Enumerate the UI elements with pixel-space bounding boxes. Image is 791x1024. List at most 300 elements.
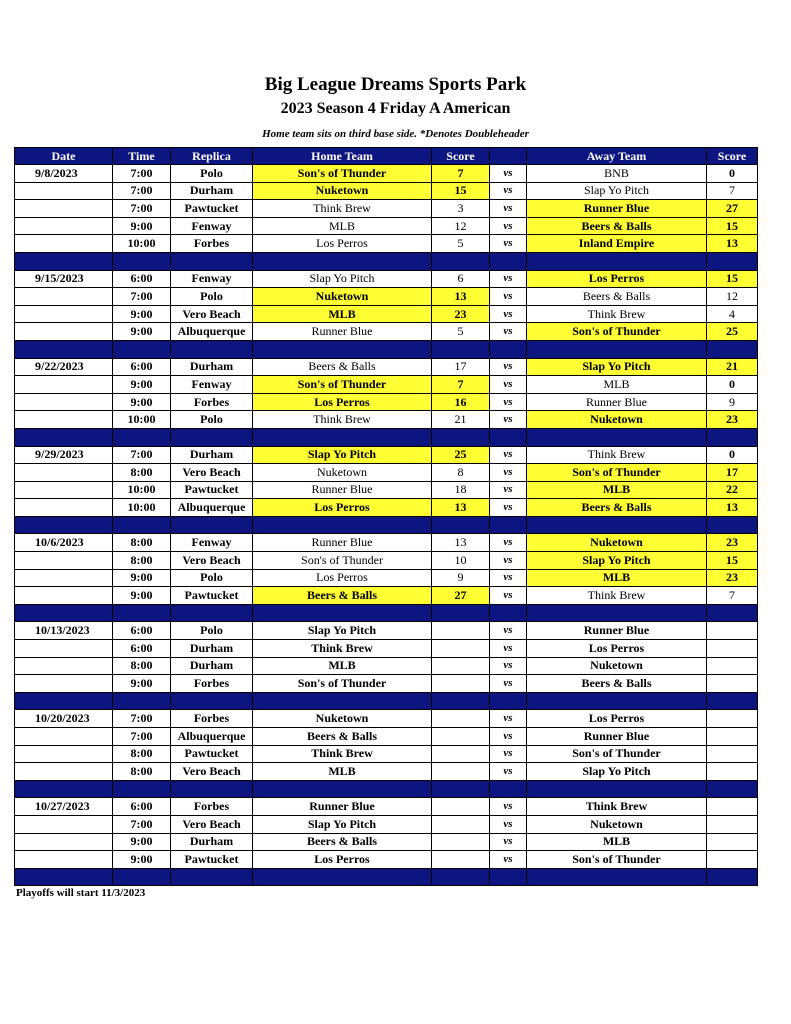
game-date	[15, 657, 113, 675]
game-field: Forbes	[171, 393, 253, 411]
separator-cell	[113, 340, 171, 358]
game-field: Forbes	[171, 798, 253, 816]
separator-cell	[253, 516, 432, 534]
separator-cell	[15, 780, 113, 798]
separator-cell	[171, 604, 253, 622]
game-field: Polo	[171, 569, 253, 587]
away-team: Son's of Thunder	[527, 323, 707, 341]
table-row	[15, 499, 758, 517]
away-team: Nuketown	[527, 411, 707, 429]
vs-label: vs	[490, 358, 527, 376]
vs-label: vs	[490, 446, 527, 464]
away-score: 15	[707, 270, 758, 288]
home-score	[432, 851, 490, 869]
vs-label: vs	[490, 745, 527, 763]
away-score: 15	[707, 217, 758, 235]
away-team: Runner Blue	[527, 393, 707, 411]
separator-cell	[171, 692, 253, 710]
game-field: Durham	[171, 833, 253, 851]
away-team: Think Brew	[527, 798, 707, 816]
home-score	[432, 815, 490, 833]
home-score	[432, 710, 490, 728]
away-score	[707, 763, 758, 781]
home-score: 5	[432, 323, 490, 341]
table-row	[15, 798, 758, 816]
separator-cell	[113, 252, 171, 270]
separator-cell	[490, 604, 527, 622]
home-team: MLB	[253, 657, 432, 675]
separator-cell	[113, 868, 171, 886]
home-score	[432, 622, 490, 640]
separator-cell	[113, 780, 171, 798]
game-date	[15, 675, 113, 693]
game-field: Pawtucket	[171, 851, 253, 869]
away-team: Son's of Thunder	[527, 745, 707, 763]
game-field: Fenway	[171, 376, 253, 394]
separator-cell	[253, 780, 432, 798]
game-time: 10:00	[113, 235, 171, 253]
away-team: Slap Yo Pitch	[527, 763, 707, 781]
game-date: 10/20/2023	[15, 710, 113, 728]
away-team: Nuketown	[527, 815, 707, 833]
game-field: Polo	[171, 165, 253, 183]
home-score: 13	[432, 288, 490, 306]
away-team: Beers & Balls	[527, 499, 707, 517]
game-field: Pawtucket	[171, 587, 253, 605]
away-score	[707, 675, 758, 693]
table-row	[15, 534, 758, 552]
separator-cell	[707, 516, 758, 534]
home-team: Los Perros	[253, 235, 432, 253]
away-score	[707, 833, 758, 851]
game-field: Durham	[171, 640, 253, 658]
separator-cell	[707, 252, 758, 270]
game-date	[15, 499, 113, 517]
home-team: Beers & Balls	[253, 358, 432, 376]
away-team: Son's of Thunder	[527, 464, 707, 482]
separator-cell	[113, 428, 171, 446]
col-header-replica: Replica	[171, 148, 253, 165]
home-score: 23	[432, 305, 490, 323]
table-row	[15, 481, 758, 499]
away-team: Son's of Thunder	[527, 851, 707, 869]
away-team: Slap Yo Pitch	[527, 552, 707, 570]
vs-label: vs	[490, 165, 527, 183]
table-row	[15, 200, 758, 218]
table-row	[15, 851, 758, 869]
game-field: Durham	[171, 657, 253, 675]
table-row	[15, 393, 758, 411]
game-field: Forbes	[171, 675, 253, 693]
game-time: 6:00	[113, 622, 171, 640]
table-row	[15, 587, 758, 605]
separator-cell	[171, 780, 253, 798]
separator-cell	[527, 604, 707, 622]
week-separator	[15, 340, 758, 358]
game-time: 7:00	[113, 446, 171, 464]
home-score: 27	[432, 587, 490, 605]
week-separator	[15, 780, 758, 798]
home-team: Son's of Thunder	[253, 376, 432, 394]
game-time: 9:00	[113, 323, 171, 341]
home-team: Nuketown	[253, 710, 432, 728]
separator-cell	[432, 692, 490, 710]
table-row	[15, 446, 758, 464]
separator-cell	[527, 868, 707, 886]
home-team: Runner Blue	[253, 481, 432, 499]
away-team: MLB	[527, 376, 707, 394]
away-team: Los Perros	[527, 270, 707, 288]
game-time: 8:00	[113, 745, 171, 763]
game-date	[15, 323, 113, 341]
home-score: 9	[432, 569, 490, 587]
away-score: 0	[707, 165, 758, 183]
separator-cell	[490, 516, 527, 534]
table-row	[15, 569, 758, 587]
vs-label: vs	[490, 569, 527, 587]
game-date: 9/22/2023	[15, 358, 113, 376]
away-score: 12	[707, 288, 758, 306]
away-score	[707, 745, 758, 763]
vs-label: vs	[490, 763, 527, 781]
home-score	[432, 798, 490, 816]
table-row	[15, 411, 758, 429]
home-score	[432, 763, 490, 781]
game-time: 9:00	[113, 376, 171, 394]
game-field: Durham	[171, 446, 253, 464]
game-date	[15, 851, 113, 869]
home-team: Nuketown	[253, 182, 432, 200]
game-date: 9/8/2023	[15, 165, 113, 183]
home-score: 18	[432, 481, 490, 499]
game-time: 6:00	[113, 358, 171, 376]
vs-label: vs	[490, 270, 527, 288]
home-score: 7	[432, 165, 490, 183]
game-field: Vero Beach	[171, 815, 253, 833]
home-score: 6	[432, 270, 490, 288]
vs-label: vs	[490, 182, 527, 200]
game-date	[15, 728, 113, 746]
vs-label: vs	[490, 622, 527, 640]
home-score	[432, 675, 490, 693]
away-team: Think Brew	[527, 587, 707, 605]
game-time: 7:00	[113, 165, 171, 183]
home-team: Runner Blue	[253, 534, 432, 552]
game-field: Pawtucket	[171, 481, 253, 499]
game-time: 9:00	[113, 675, 171, 693]
home-team: Los Perros	[253, 499, 432, 517]
separator-cell	[707, 780, 758, 798]
game-date: 10/6/2023	[15, 534, 113, 552]
week-separator	[15, 692, 758, 710]
week-separator	[15, 516, 758, 534]
game-date	[15, 569, 113, 587]
away-score: 4	[707, 305, 758, 323]
separator-cell	[113, 604, 171, 622]
game-field: Fenway	[171, 270, 253, 288]
vs-label: vs	[490, 235, 527, 253]
game-field: Fenway	[171, 534, 253, 552]
game-date	[15, 235, 113, 253]
separator-cell	[15, 428, 113, 446]
game-field: Vero Beach	[171, 305, 253, 323]
page-subtitle: 2023 Season 4 Friday A American	[280, 100, 511, 117]
separator-cell	[490, 780, 527, 798]
game-field: Forbes	[171, 235, 253, 253]
table-row	[15, 182, 758, 200]
table-row	[15, 728, 758, 746]
col-header-away-score: Score	[707, 148, 758, 165]
game-date	[15, 376, 113, 394]
game-date	[15, 763, 113, 781]
game-time: 10:00	[113, 499, 171, 517]
away-team: Runner Blue	[527, 622, 707, 640]
table-row	[15, 640, 758, 658]
home-team: Los Perros	[253, 393, 432, 411]
table-header-row	[15, 148, 758, 165]
separator-cell	[253, 692, 432, 710]
page-note: Home team sits on third base side. *Denotes Doubleheader	[262, 128, 529, 140]
separator-cell	[490, 868, 527, 886]
home-score: 13	[432, 499, 490, 517]
separator-cell	[527, 516, 707, 534]
game-time: 9:00	[113, 217, 171, 235]
game-field: Polo	[171, 411, 253, 429]
vs-label: vs	[490, 200, 527, 218]
table-row	[15, 710, 758, 728]
game-time: 7:00	[113, 728, 171, 746]
game-field: Vero Beach	[171, 763, 253, 781]
vs-label: vs	[490, 288, 527, 306]
separator-cell	[432, 428, 490, 446]
home-score: 16	[432, 393, 490, 411]
separator-cell	[15, 340, 113, 358]
separator-cell	[15, 516, 113, 534]
game-time: 9:00	[113, 587, 171, 605]
table-row	[15, 815, 758, 833]
away-team: Slap Yo Pitch	[527, 358, 707, 376]
home-score: 21	[432, 411, 490, 429]
away-team: Los Perros	[527, 710, 707, 728]
game-time: 10:00	[113, 411, 171, 429]
game-time: 9:00	[113, 305, 171, 323]
away-team: MLB	[527, 569, 707, 587]
vs-label: vs	[490, 411, 527, 429]
home-team: Son's of Thunder	[253, 552, 432, 570]
table-row	[15, 763, 758, 781]
col-header-time: Time	[113, 148, 171, 165]
vs-label: vs	[490, 710, 527, 728]
separator-cell	[707, 692, 758, 710]
away-score: 23	[707, 411, 758, 429]
game-date: 9/15/2023	[15, 270, 113, 288]
home-score: 7	[432, 376, 490, 394]
home-team: Beers & Balls	[253, 833, 432, 851]
game-time: 8:00	[113, 657, 171, 675]
game-date	[15, 305, 113, 323]
away-team: Beers & Balls	[527, 675, 707, 693]
game-field: Pawtucket	[171, 200, 253, 218]
separator-cell	[432, 604, 490, 622]
away-score	[707, 728, 758, 746]
away-score: 27	[707, 200, 758, 218]
separator-cell	[253, 428, 432, 446]
separator-cell	[490, 428, 527, 446]
away-score: 23	[707, 534, 758, 552]
vs-label: vs	[490, 587, 527, 605]
away-team: Nuketown	[527, 657, 707, 675]
separator-cell	[707, 428, 758, 446]
away-team: Los Perros	[527, 640, 707, 658]
separator-cell	[490, 252, 527, 270]
away-score: 17	[707, 464, 758, 482]
away-score	[707, 640, 758, 658]
vs-label: vs	[490, 393, 527, 411]
game-date	[15, 481, 113, 499]
away-team: Think Brew	[527, 446, 707, 464]
home-team: Son's of Thunder	[253, 165, 432, 183]
game-date	[15, 288, 113, 306]
game-date: 10/27/2023	[15, 798, 113, 816]
game-field: Albuquerque	[171, 323, 253, 341]
separator-cell	[15, 604, 113, 622]
col-header-date: Date	[15, 148, 113, 165]
separator-cell	[432, 340, 490, 358]
separator-cell	[527, 340, 707, 358]
away-team: Slap Yo Pitch	[527, 182, 707, 200]
home-team: Think Brew	[253, 745, 432, 763]
separator-cell	[707, 868, 758, 886]
home-score: 17	[432, 358, 490, 376]
game-time: 7:00	[113, 182, 171, 200]
separator-cell	[253, 252, 432, 270]
separator-cell	[15, 252, 113, 270]
table-row	[15, 622, 758, 640]
away-score	[707, 851, 758, 869]
vs-label: vs	[490, 499, 527, 517]
away-score: 0	[707, 446, 758, 464]
schedule-table	[14, 147, 758, 886]
home-score	[432, 640, 490, 658]
table-row	[15, 270, 758, 288]
game-date	[15, 552, 113, 570]
home-score: 12	[432, 217, 490, 235]
away-team: MLB	[527, 833, 707, 851]
separator-cell	[432, 780, 490, 798]
separator-cell	[432, 252, 490, 270]
table-row	[15, 745, 758, 763]
away-score: 9	[707, 393, 758, 411]
game-date	[15, 587, 113, 605]
vs-label: vs	[490, 481, 527, 499]
home-team: Think Brew	[253, 200, 432, 218]
game-time: 7:00	[113, 200, 171, 218]
vs-label: vs	[490, 305, 527, 323]
away-team: Beers & Balls	[527, 217, 707, 235]
table-row	[15, 288, 758, 306]
home-score: 13	[432, 534, 490, 552]
home-score: 25	[432, 446, 490, 464]
separator-cell	[171, 252, 253, 270]
game-time: 9:00	[113, 569, 171, 587]
home-team: Think Brew	[253, 411, 432, 429]
separator-cell	[527, 780, 707, 798]
home-team: Son's of Thunder	[253, 675, 432, 693]
game-time: 7:00	[113, 288, 171, 306]
game-time: 6:00	[113, 640, 171, 658]
away-team: Inland Empire	[527, 235, 707, 253]
home-team: MLB	[253, 763, 432, 781]
game-date: 9/29/2023	[15, 446, 113, 464]
away-team: MLB	[527, 481, 707, 499]
game-field: Polo	[171, 622, 253, 640]
game-date	[15, 464, 113, 482]
game-field: Albuquerque	[171, 499, 253, 517]
table-row	[15, 358, 758, 376]
home-team: Beers & Balls	[253, 587, 432, 605]
week-separator	[15, 428, 758, 446]
away-score: 0	[707, 376, 758, 394]
away-score: 15	[707, 552, 758, 570]
away-team: Nuketown	[527, 534, 707, 552]
home-score: 3	[432, 200, 490, 218]
home-team: Slap Yo Pitch	[253, 815, 432, 833]
game-field: Pawtucket	[171, 745, 253, 763]
home-team: Nuketown	[253, 288, 432, 306]
col-header-home-team: Home Team	[253, 148, 432, 165]
home-team: Slap Yo Pitch	[253, 622, 432, 640]
game-date	[15, 833, 113, 851]
game-time: 6:00	[113, 270, 171, 288]
vs-label: vs	[490, 323, 527, 341]
home-score: 5	[432, 235, 490, 253]
separator-cell	[15, 692, 113, 710]
away-score: 7	[707, 182, 758, 200]
vs-label: vs	[490, 464, 527, 482]
away-score	[707, 657, 758, 675]
game-date	[15, 640, 113, 658]
away-score	[707, 622, 758, 640]
game-date	[15, 200, 113, 218]
away-score: 22	[707, 481, 758, 499]
home-team: Los Perros	[253, 851, 432, 869]
week-separator	[15, 868, 758, 886]
game-date	[15, 393, 113, 411]
separator-cell	[253, 604, 432, 622]
separator-cell	[707, 340, 758, 358]
game-time: 7:00	[113, 710, 171, 728]
game-time: 9:00	[113, 393, 171, 411]
vs-label: vs	[490, 833, 527, 851]
separator-cell	[432, 868, 490, 886]
vs-label: vs	[490, 552, 527, 570]
game-field: Polo	[171, 288, 253, 306]
vs-label: vs	[490, 815, 527, 833]
vs-label: vs	[490, 675, 527, 693]
separator-cell	[707, 604, 758, 622]
separator-cell	[171, 868, 253, 886]
vs-label: vs	[490, 657, 527, 675]
col-header-away-team: Away Team	[527, 148, 707, 165]
game-time: 8:00	[113, 552, 171, 570]
away-score: 25	[707, 323, 758, 341]
away-team: Runner Blue	[527, 728, 707, 746]
separator-cell	[527, 252, 707, 270]
separator-cell	[432, 516, 490, 534]
game-date	[15, 411, 113, 429]
away-score: 13	[707, 499, 758, 517]
table-row	[15, 165, 758, 183]
